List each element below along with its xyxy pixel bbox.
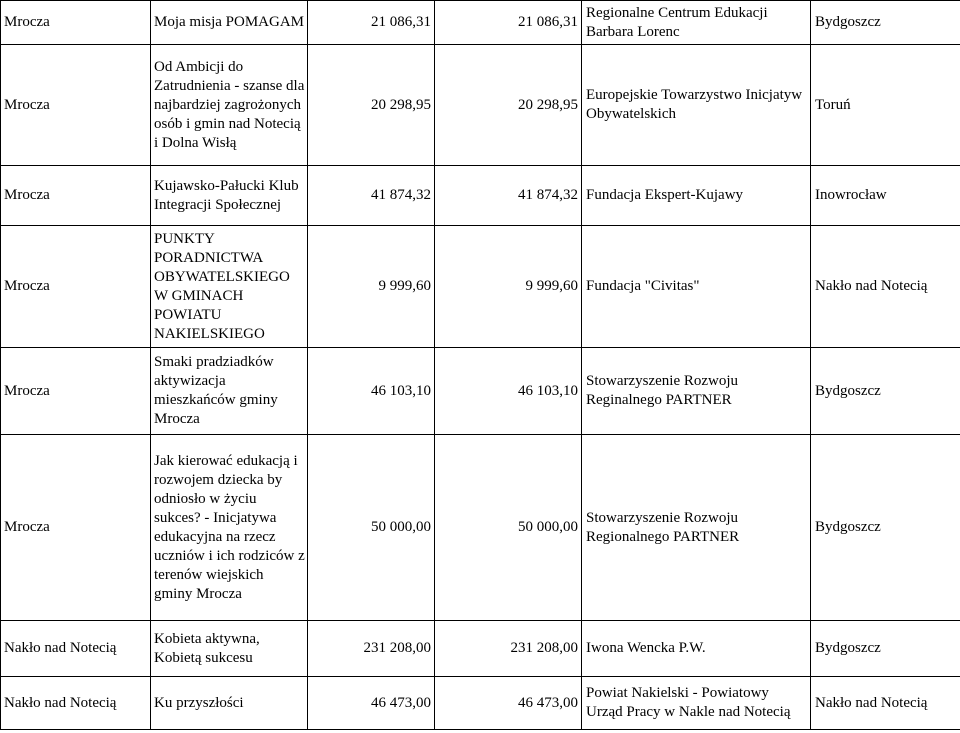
table-row xyxy=(1,435,960,621)
project-title-cell: PUNKTY PORADNICTWA OBYWATELSKIEGO W GMINACH POWIATU NAKIELSKIEGO xyxy=(151,226,308,348)
applicant-cell: Fundacja Ekspert-Kujawy xyxy=(582,166,811,226)
amount-granted-cell: 46 103,10 xyxy=(435,348,582,435)
amount-granted-cell: 50 000,00 xyxy=(435,435,582,621)
gmina-cell: Mrocza xyxy=(1,166,151,226)
amount-granted-cell: 20 298,95 xyxy=(435,45,582,166)
gmina-cell: Mrocza xyxy=(1,348,151,435)
applicant-cell: Iwona Wencka P.W. xyxy=(582,621,811,677)
project-title-cell: Kobieta aktywna, Kobietą sukcesu xyxy=(151,621,308,677)
applicant-cell: Stowarzyszenie Rozwoju Regionalnego PARTNER xyxy=(582,435,811,621)
amount-requested-cell: 20 298,95 xyxy=(308,45,435,166)
gmina-cell: Mrocza xyxy=(1,45,151,166)
project-title-cell: Od Ambicji do Zatrudnienia - szanse dla najbardziej zagrożonych osób i gmin nad Notecią i Dolna Wisłą xyxy=(151,45,308,166)
applicant-cell: Fundacja "Civitas" xyxy=(582,226,811,348)
city-cell: Bydgoszcz xyxy=(811,1,960,45)
table-row xyxy=(1,1,960,45)
table-row xyxy=(1,166,960,226)
amount-granted-cell: 21 086,31 xyxy=(435,1,582,45)
table-row xyxy=(1,621,960,677)
amount-requested-cell: 21 086,31 xyxy=(308,1,435,45)
applicant-cell: Powiat Nakielski - Powiatowy Urząd Pracy w Nakle nad Notecią xyxy=(582,677,811,730)
table-row xyxy=(1,677,960,730)
gmina-cell: Nakło nad Notecią xyxy=(1,621,151,677)
gmina-cell: Mrocza xyxy=(1,226,151,348)
applicant-cell: Regionalne Centrum Edukacji Barbara Lorenc xyxy=(582,1,811,45)
applicant-cell: Europejskie Towarzystwo Inicjatyw Obywatelskich xyxy=(582,45,811,166)
amount-requested-cell: 50 000,00 xyxy=(308,435,435,621)
amount-requested-cell: 41 874,32 xyxy=(308,166,435,226)
city-cell: Nakło nad Notecią xyxy=(811,226,960,348)
project-title-cell: Kujawsko-Pałucki Klub Integracji Społecznej xyxy=(151,166,308,226)
city-cell: Nakło nad Notecią xyxy=(811,677,960,730)
amount-requested-cell: 231 208,00 xyxy=(308,621,435,677)
city-cell: Toruń xyxy=(811,45,960,166)
amount-requested-cell: 46 103,10 xyxy=(308,348,435,435)
table-row xyxy=(1,45,960,166)
table-row xyxy=(1,348,960,435)
city-cell: Bydgoszcz xyxy=(811,621,960,677)
project-title-cell: Smaki pradziadków aktywizacja mieszkańców gminy Mrocza xyxy=(151,348,308,435)
amount-granted-cell: 9 999,60 xyxy=(435,226,582,348)
table-row xyxy=(1,226,960,348)
gmina-cell: Mrocza xyxy=(1,1,151,45)
amount-granted-cell: 46 473,00 xyxy=(435,677,582,730)
city-cell: Bydgoszcz xyxy=(811,435,960,621)
city-cell: Bydgoszcz xyxy=(811,348,960,435)
applicant-cell: Stowarzyszenie Rozwoju Reginalnego PARTNER xyxy=(582,348,811,435)
amount-granted-cell: 231 208,00 xyxy=(435,621,582,677)
project-title-cell: Ku przyszłości xyxy=(151,677,308,730)
city-cell: Inowrocław xyxy=(811,166,960,226)
amount-requested-cell: 9 999,60 xyxy=(308,226,435,348)
gmina-cell: Nakło nad Notecią xyxy=(1,677,151,730)
project-title-cell: Moja misja POMAGAM xyxy=(151,1,308,45)
amount-granted-cell: 41 874,32 xyxy=(435,166,582,226)
gmina-cell: Mrocza xyxy=(1,435,151,621)
project-title-cell: Jak kierować edukacją i rozwojem dziecka by odniosło w życiu sukces? - Inicjatywa edukacyjna na rzecz uczniów i ich rodziców z terenów wiejskich gminy Mrocza xyxy=(151,435,308,621)
amount-requested-cell: 46 473,00 xyxy=(308,677,435,730)
